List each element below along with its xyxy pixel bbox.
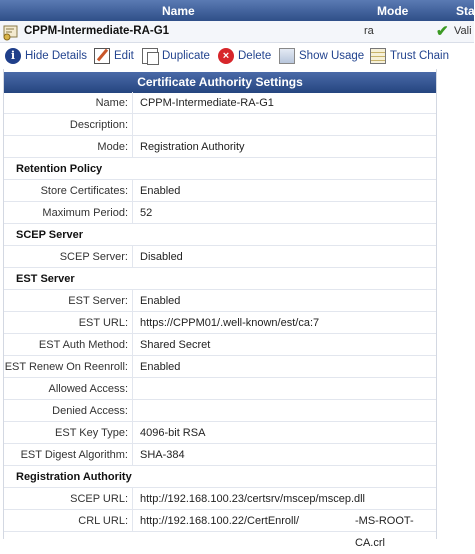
field-row-denied-access <box>4 400 436 422</box>
edit-button[interactable] <box>94 47 134 65</box>
selected-certificate-row[interactable] <box>0 21 474 43</box>
trust-chain-button[interactable] <box>370 47 449 65</box>
field-label: SCEP Server: <box>4 246 133 268</box>
field-label: SCEP URL: <box>4 488 133 510</box>
section-title: SCEP Server <box>16 229 84 241</box>
field-row-mode <box>4 136 436 158</box>
column-header-status[interactable]: Sta <box>456 4 475 18</box>
field-row-est-server <box>4 290 436 312</box>
field-label: Allowed Access: <box>4 378 133 400</box>
field-label: Denied Access: <box>4 400 133 422</box>
table-header <box>0 0 474 21</box>
field-label: EST Renew On Reenroll: <box>4 356 133 378</box>
field-value: 52 <box>140 207 153 219</box>
field-label: Mode: <box>4 136 133 158</box>
field-value: https://CPPM01/.well-known/est/ca:7 <box>140 317 320 329</box>
field-label: EST Server: <box>4 290 133 312</box>
section-registration-authority <box>4 466 436 488</box>
field-value: CPPM-Intermediate-RA-G1 <box>140 97 274 109</box>
field-row-est-auth-method <box>4 334 436 356</box>
field-value: Enabled <box>140 361 181 373</box>
field-label: CRL URL: <box>4 510 133 532</box>
field-row-scep-url <box>4 488 436 510</box>
action-toolbar <box>0 43 474 68</box>
hide-details-label: Hide Details <box>25 50 87 62</box>
field-row-allowed-access <box>4 378 436 400</box>
delete-label: Delete <box>238 50 272 62</box>
column-header-name[interactable]: Name <box>162 4 195 18</box>
certificate-icon <box>2 23 20 41</box>
field-label: Maximum Period: <box>4 202 133 224</box>
duplicate-icon <box>142 48 158 64</box>
field-row-est-renew <box>4 356 436 378</box>
checkmark-icon: ✔ <box>436 23 449 40</box>
section-title: Retention Policy <box>16 163 103 175</box>
delete-icon: × <box>218 48 234 64</box>
section-est-server <box>4 268 436 290</box>
field-value: Enabled <box>140 295 181 307</box>
section-title: Registration Authority <box>16 471 132 483</box>
redacted-region <box>314 513 354 529</box>
ca-settings-panel <box>3 69 437 549</box>
field-label: Store Certificates: <box>4 180 133 202</box>
trust-chain-label: Trust Chain <box>390 50 450 62</box>
field-value-tail: -MS-ROOT-CA.crl <box>355 515 414 549</box>
field-row-est-url <box>4 312 436 334</box>
field-value: 4096-bit RSA <box>140 427 206 439</box>
field-label: EST URL: <box>4 312 133 334</box>
field-row-name <box>4 92 436 114</box>
edit-icon <box>94 48 110 64</box>
delete-button[interactable] <box>218 47 271 65</box>
column-header-mode[interactable]: Mode <box>377 4 409 18</box>
section-retention-policy <box>4 158 436 180</box>
field-row-est-key-type <box>4 422 436 444</box>
field-label: Name: <box>4 92 133 114</box>
field-row-scep-server <box>4 246 436 268</box>
panel-title: Certificate Authority Settings <box>4 72 436 93</box>
field-value: http://192.168.100.23/certsrv/mscep/mscep.dll <box>140 493 366 505</box>
field-row-description <box>4 114 436 136</box>
section-title: EST Server <box>16 273 75 285</box>
field-value: Enabled <box>140 185 181 197</box>
field-value: SHA-384 <box>140 449 185 461</box>
trust-chain-icon <box>370 48 386 64</box>
field-label: EST Key Type: <box>4 422 133 444</box>
section-scep-server <box>4 224 436 246</box>
duplicate-label: Duplicate <box>162 50 210 62</box>
field-value: Shared Secret <box>140 339 211 351</box>
field-value: Disabled <box>140 251 183 263</box>
certificate-mode: ra <box>364 25 374 37</box>
field-label: Description: <box>4 114 133 136</box>
certificate-name: CPPM-Intermediate-RA-G1 <box>24 25 170 37</box>
field-value: Registration Authority <box>140 141 245 153</box>
usage-icon <box>279 48 295 64</box>
duplicate-button[interactable] <box>142 47 210 65</box>
show-usage-button[interactable] <box>279 47 364 65</box>
show-usage-label: Show Usage <box>299 50 365 62</box>
info-icon: i <box>5 48 21 64</box>
field-label: EST Auth Method: <box>4 334 133 356</box>
field-value: http://192.168.100.22/CertEnroll/ <box>140 515 299 527</box>
hide-details-button[interactable] <box>5 47 87 65</box>
field-label: EST Digest Algorithm: <box>4 444 133 466</box>
field-row-crl-url <box>4 510 436 549</box>
field-row-est-digest <box>4 444 436 466</box>
certificate-status: Vali <box>454 25 472 37</box>
field-row-store-certificates <box>4 180 436 202</box>
field-row-maximum-period <box>4 202 436 224</box>
edit-label: Edit <box>114 50 134 62</box>
